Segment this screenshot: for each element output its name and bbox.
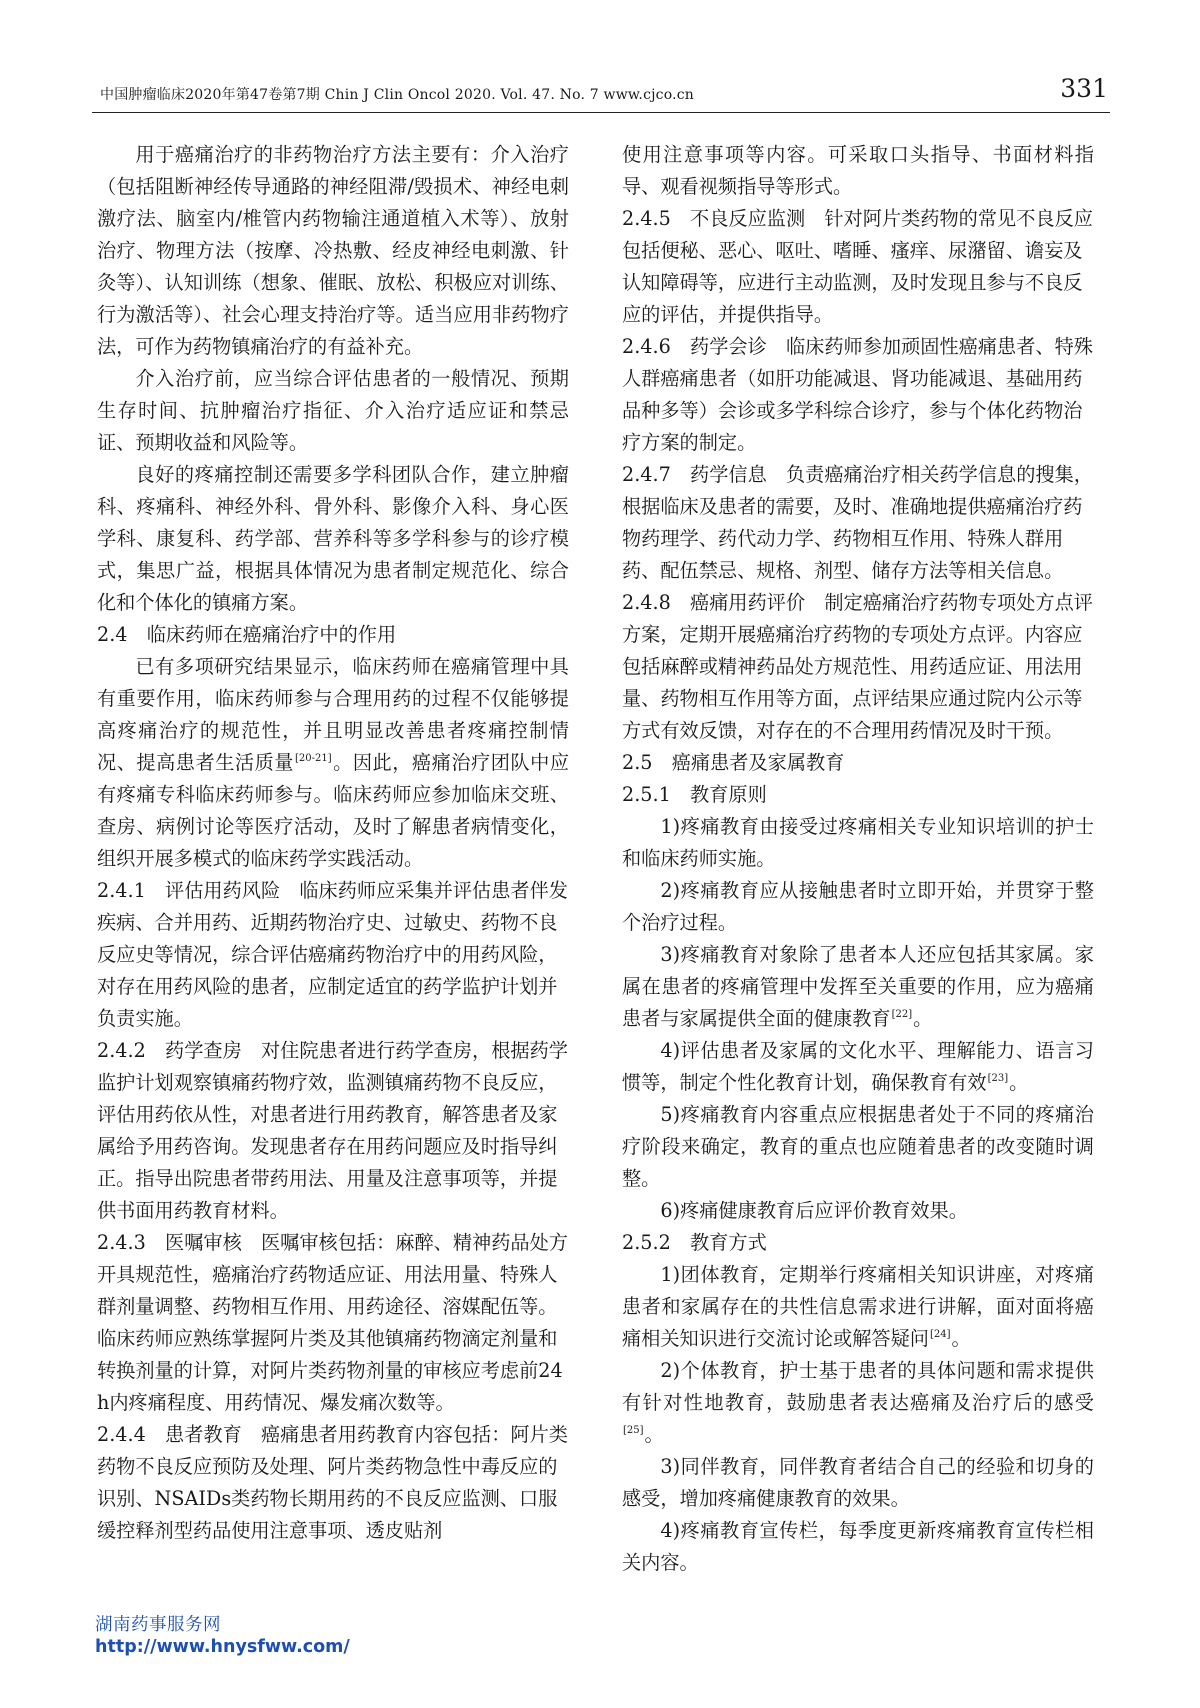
paragraph — [97, 651, 569, 875]
right-column — [622, 139, 1094, 1579]
section-heading — [622, 203, 1094, 331]
paragraph-text: 5)疼痛教育内容重点应根据患者处于不同的疼痛治疗阶段来确定，教育的重点也应随着患者的改变随时调整。 — [622, 1103, 1094, 1190]
section-text: 负责癌痛治疗相关药学信息的搜集，根据临床及患者的需要，及时、准确地提供癌痛治疗药物药理学、药代动力学、药物相互作用、特殊人群用药、配伍禁忌、规格、剂型、储存方法等相关信息。 — [622, 463, 1093, 582]
section-number: 2.4.4 — [97, 1423, 146, 1446]
paragraph-text: 。 — [951, 1327, 971, 1350]
paragraph-text: 使用注意事项等内容。可采取口头指导、书面材料指导、观看视频指导等形式。 — [622, 143, 1094, 198]
paragraph-text: 4)评估患者及家属的文化水平、理解能力、语言习惯等，制定个性化教育计划，确保教育有效 — [622, 1039, 1094, 1094]
paragraph-text: 2)疼痛教育应从接触患者时立即开始，并贯穿于整个治疗过程。 — [622, 879, 1094, 934]
paragraph — [622, 1099, 1094, 1195]
citation-ref[interactable]: [20-21] — [294, 753, 332, 764]
section-title: 临床药师在癌痛治疗中的作用 — [146, 623, 397, 646]
section-number: 2.4.6 — [622, 335, 671, 358]
section-title: 药学会诊 — [690, 335, 767, 358]
section-title: 癌痛用药评价 — [690, 591, 806, 614]
paragraph — [622, 1259, 1094, 1355]
paragraph-text: 。 — [913, 1007, 933, 1030]
citation-ref[interactable]: [25] — [623, 1425, 644, 1436]
section-heading — [622, 747, 1094, 779]
section-title: 评估用药风险 — [165, 879, 281, 902]
paragraph-text: 4)疼痛教育宣传栏，每季度更新疼痛教育宣传栏相关内容。 — [622, 1519, 1094, 1574]
paragraph-text: 。 — [1009, 1071, 1029, 1094]
section-title: 医嘱审核 — [165, 1231, 242, 1254]
paragraph-text: 。 — [644, 1423, 664, 1446]
section-heading — [97, 1419, 569, 1547]
paragraph-text: 。因此，癌痛治疗团队中应有疼痛专科临床药师参与。临床药师应参加临床交班、查房、病例讨论等医疗活动，及时了解患者病情变化，组织开展多模式的临床药学实践活动。 — [97, 751, 570, 870]
section-title: 教育原则 — [690, 783, 767, 806]
paragraph-text: 3)疼痛教育对象除了患者本人还应包括其家属。家属在患者的疼痛管理中发挥至关重要的作用，应为癌痛患者与家属提供全面的健康教育 — [622, 943, 1094, 1030]
section-heading — [622, 331, 1094, 459]
paragraph — [622, 1515, 1094, 1579]
running-head — [92, 74, 1110, 113]
paragraph — [97, 459, 569, 619]
paragraph — [622, 939, 1094, 1035]
left-column — [97, 139, 569, 1547]
section-title: 患者教育 — [165, 1423, 242, 1446]
section-text: 医嘱审核包括：麻醉、精神药品处方开具规范性，癌痛治疗药物适应证、用法用量、特殊人群剂量调整、药物相互作用、用药途径、溶媒配伍等。临床药师应熟练掌握阿片类及其他镇痛药物滴定剂量和转换剂量的计算，对阿片类药物剂量的审核应考虑前24 h内疼痛程度、用药情况、爆发痛次数等。 — [97, 1231, 568, 1414]
section-title: 癌痛患者及家属教育 — [671, 751, 845, 774]
section-number: 2.4.3 — [97, 1231, 146, 1254]
section-title: 教育方式 — [690, 1231, 767, 1254]
watermark — [95, 1614, 350, 1658]
section-number: 2.4.1 — [97, 879, 146, 902]
section-heading — [97, 1227, 569, 1419]
citation-ref[interactable]: [24] — [930, 1329, 951, 1340]
section-text: 制定癌痛治疗药物专项处方点评方案，定期开展癌痛治疗药物的专项处方点评。内容应包括麻醉或精神药品处方规范性、用药适应证、用法用量、药物相互作用等方面，点评结果应通过院内公示等方式有效反馈，对存在的不合理用药情况及时干预。 — [622, 591, 1093, 742]
page-number: 331 — [1060, 74, 1108, 103]
watermark-site-name: 湖南药事服务网 — [95, 1615, 221, 1635]
paragraph-text: 已有多项研究结果显示，临床药师在癌痛管理中具有重要作用，临床药师参与合理用药的过程不仅能够提高疼痛治疗的规范性，并且明显改善患者疼痛控制情况、提高患者生活质量 — [97, 655, 569, 774]
section-title: 药学查房 — [165, 1039, 242, 1062]
paragraph — [622, 1035, 1094, 1099]
section-number: 2.4.2 — [97, 1039, 146, 1062]
section-heading — [622, 779, 1094, 811]
section-number: 2.5 — [622, 751, 653, 774]
paragraph-text: 2)个体教育，护士基于患者的具体问题和需求提供有针对性地教育，鼓励患者表达癌痛及治疗后的感受 — [622, 1359, 1094, 1414]
paragraph-text: 6)疼痛健康教育后应评价教育效果。 — [660, 1199, 968, 1222]
section-number: 2.4.5 — [622, 207, 671, 230]
section-heading — [622, 1227, 1094, 1259]
section-heading — [97, 1035, 569, 1227]
paragraph-text: 1)疼痛教育由接受过疼痛相关专业知识培训的护士和临床药师实施。 — [622, 815, 1094, 870]
section-heading — [622, 587, 1094, 747]
section-title: 不良反应监测 — [690, 207, 806, 230]
section-text: 临床药师参加顽固性癌痛患者、特殊人群癌痛患者（如肝功能减退、肾功能减退、基础用药品种多等）会诊或多学科综合诊疗，参与个体化药物治疗方案的制定。 — [622, 335, 1093, 454]
paragraph — [622, 1451, 1094, 1515]
section-number: 2.4.8 — [622, 591, 671, 614]
paragraph — [622, 875, 1094, 939]
paragraph — [622, 811, 1094, 875]
paragraph-text: 1)团体教育，定期举行疼痛相关知识讲座，对疼痛患者和家属存在的共性信息需求进行讲解，面对面将癌痛相关知识进行交流讨论或解答疑问 — [622, 1263, 1094, 1350]
paragraph-text: 3)同伴教育，同伴教育者结合自己的经验和切身的感受，增加疼痛健康教育的效果。 — [622, 1455, 1094, 1510]
section-heading — [97, 619, 569, 651]
section-text: 对住院患者进行药学查房，根据药学监护计划观察镇痛药物疗效，监测镇痛药物不良反应，评估用药依从性，对患者进行用药教育，解答患者及家属给予用药咨询。发现患者存在用药问题应及时指导纠正。指导出院患者带药用法、用量及注意事项等，并提供书面用药教育材料。 — [97, 1039, 568, 1222]
section-number: 2.4.7 — [622, 463, 671, 486]
paragraph-text: 良好的疼痛控制还需要多学科团队合作，建立肿瘤科、疼痛科、神经外科、骨外科、影像介入科、身心医学科、康复科、药学部、营养科等多学科参与的诊疗模式，集思广益，根据具体情况为患者制定规范化、综合化和个体化的镇痛方案。 — [97, 463, 569, 614]
paragraph — [622, 1355, 1094, 1451]
paragraph — [622, 139, 1094, 203]
section-text: 癌痛患者用药教育内容包括：阿片类药物不良反应预防及处理、阿片类药物急性中毒反应的识别、NSAIDs类药物长期用药的不良反应监测、口服缓控释剂型药品使用注意事项、透皮贴剂 — [97, 1423, 568, 1542]
section-title: 药学信息 — [690, 463, 767, 486]
section-number: 2.5.2 — [622, 1231, 671, 1254]
paragraph-text: 用于癌痛治疗的非药物治疗方法主要有：介入治疗（包括阻断神经传导通路的神经阻滞/毁损术、神经电刺激疗法、脑室内/椎管内药物输注通道植入术等）、放射治疗、物理方法（按摩、冷热敷、经皮神经电刺激、针灸等）、认知训练（想象、催眠、放松、积极应对训练、行为激活等）、社会心理支持治疗等。适当应用非药物疗法，可作为药物镇痛治疗的有益补充。 — [97, 143, 569, 358]
section-number: 2.4 — [97, 623, 128, 646]
watermark-url[interactable]: http://www.hnysfww.com/ — [95, 1637, 350, 1657]
paragraph — [97, 363, 569, 459]
citation-ref[interactable]: [22] — [891, 1009, 913, 1020]
citation-ref[interactable]: [23] — [987, 1073, 1009, 1084]
section-heading — [97, 875, 569, 1035]
section-number: 2.5.1 — [622, 783, 671, 806]
paragraph-text: 介入治疗前，应当综合评估患者的一般情况、预期生存时间、抗肿瘤治疗指征、介入治疗适应证和禁忌证、预期收益和风险等。 — [97, 367, 569, 454]
paragraph — [97, 139, 569, 363]
section-text: 临床药师应采集并评估患者伴发疾病、合并用药、近期药物治疗史、过敏史、药物不良反应史等情况，综合评估癌痛药物治疗中的用药风险，对存在用药风险的患者，应制定适宜的药学监护计划并负责实施。 — [97, 879, 568, 1030]
paragraph — [622, 1195, 1094, 1227]
section-text: 针对阿片类药物的常见不良反应包括便秘、恶心、呕吐、嗜睡、瘙痒、尿潴留、谵妄及认知障碍等，应进行主动监测，及时发现且参与不良反应的评估，并提供指导。 — [622, 207, 1093, 326]
section-heading — [622, 459, 1094, 587]
journal-citation: 中国肿瘤临床2020年第47卷第7期 Chin J Clin Oncol 2020. Vol. 47. No. 7 www.cjco.cn — [100, 87, 694, 103]
